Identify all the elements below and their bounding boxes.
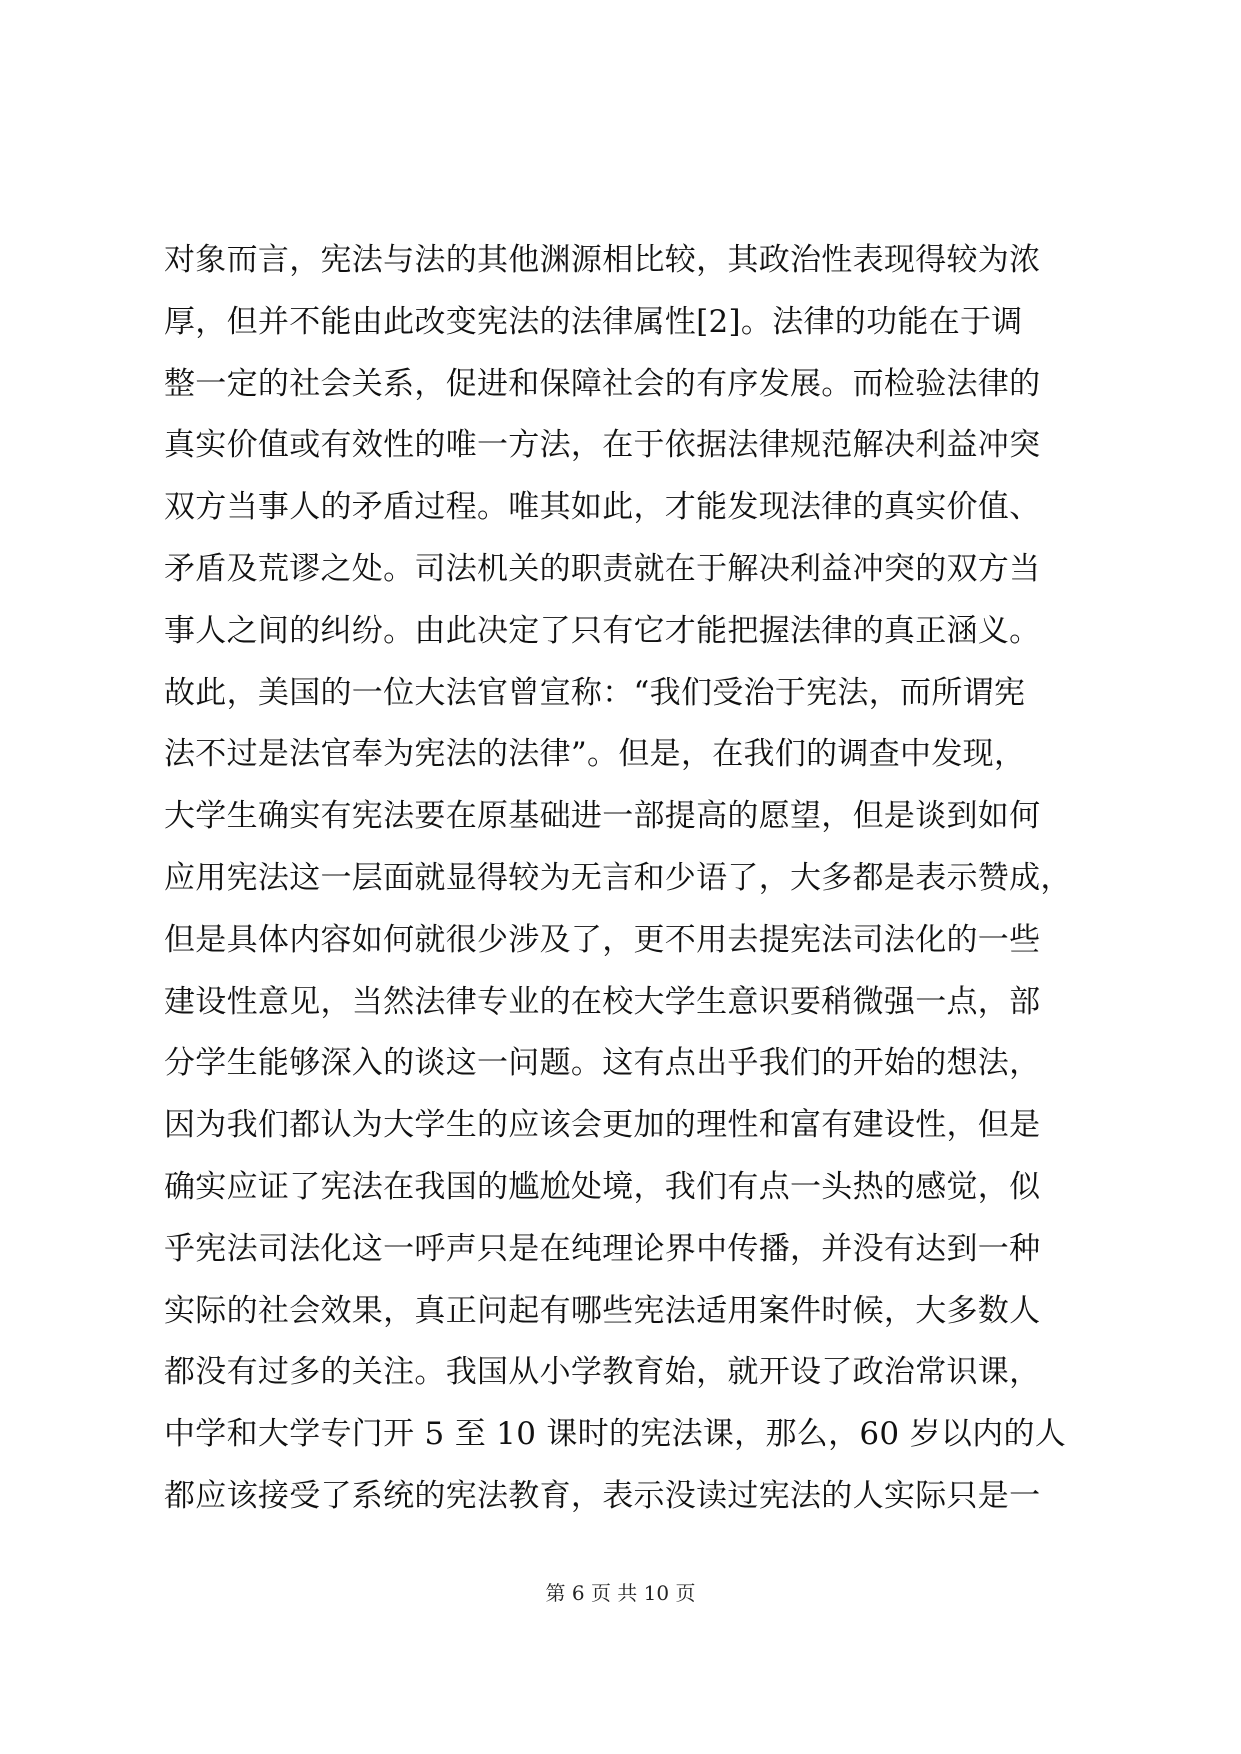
text-line: 故此，美国的一位大法官曾宣称：“我们受治于宪法，而所谓宪 — [164, 674, 1026, 711]
text-line: 应用宪法这一层面就显得较为无言和少语了，大多都是表示赞成， — [164, 859, 1072, 896]
text-line: 确实应证了宪法在我国的尴尬处境，我们有点一头热的感觉，似 — [164, 1168, 1041, 1205]
text-line: 分学生能够深入的谈这一问题。这有点出乎我们的开始的想法， — [164, 1045, 1041, 1082]
text-line: 双方当事人的矛盾过程。唯其如此，才能发现法律的真实价值、 — [164, 489, 1041, 526]
text-line: 中学和大学专门开 5 至 10 课时的宪法课，那么，60 岁以内的人 — [164, 1416, 1067, 1453]
text-line: 都应该接受了系统的宪法教育，表示没读过宪法的人实际只是一 — [164, 1477, 1041, 1514]
text-line: 建设性意见，当然法律专业的在校大学生意识要稍微强一点，部 — [164, 983, 1041, 1020]
text-line: 厚，但并不能由此改变宪法的法律属性[2]。法律的功能在于调 — [164, 303, 1023, 340]
text-line: 但是具体内容如何就很少涉及了，更不用去提宪法司法化的一些 — [164, 921, 1041, 958]
text-line: 实际的社会效果，真正问起有哪些宪法适用案件时候，大多数人 — [164, 1292, 1041, 1329]
text-line: 整一定的社会关系，促进和保障社会的有序发展。而检验法律的 — [164, 365, 1041, 402]
text-line: 法不过是法官奉为宪法的法律”。但是，在我们的调查中发现， — [164, 736, 1026, 773]
text-line: 矛盾及荒谬之处。司法机关的职责就在于解决利益冲突的双方当 — [164, 550, 1041, 587]
text-line: 对象而言，宪法与法的其他渊源相比较，其政治性表现得较为浓 — [164, 242, 1041, 278]
page-number-footer: 第 6 页 共 10 页 — [545, 1581, 696, 1605]
text-line: 真实价值或有效性的唯一方法，在于依据法律规范解决利益冲突 — [164, 427, 1041, 464]
text-line: 事人之间的纠纷。由此决定了只有它才能把握法律的真正涵义。 — [164, 612, 1041, 649]
text-line: 乎宪法司法化这一呼声只是在纯理论界中传播，并没有达到一种 — [164, 1230, 1041, 1267]
text-line: 都没有过多的关注。我国从小学教育始，就开设了政治常识课， — [164, 1354, 1041, 1391]
text-line: 因为我们都认为大学生的应该会更加的理性和富有建设性，但是 — [164, 1107, 1041, 1144]
text-line: 大学生确实有宪法要在原基础进一部提高的愿望，但是谈到如何 — [164, 798, 1041, 835]
body-text — [164, 230, 1084, 1528]
